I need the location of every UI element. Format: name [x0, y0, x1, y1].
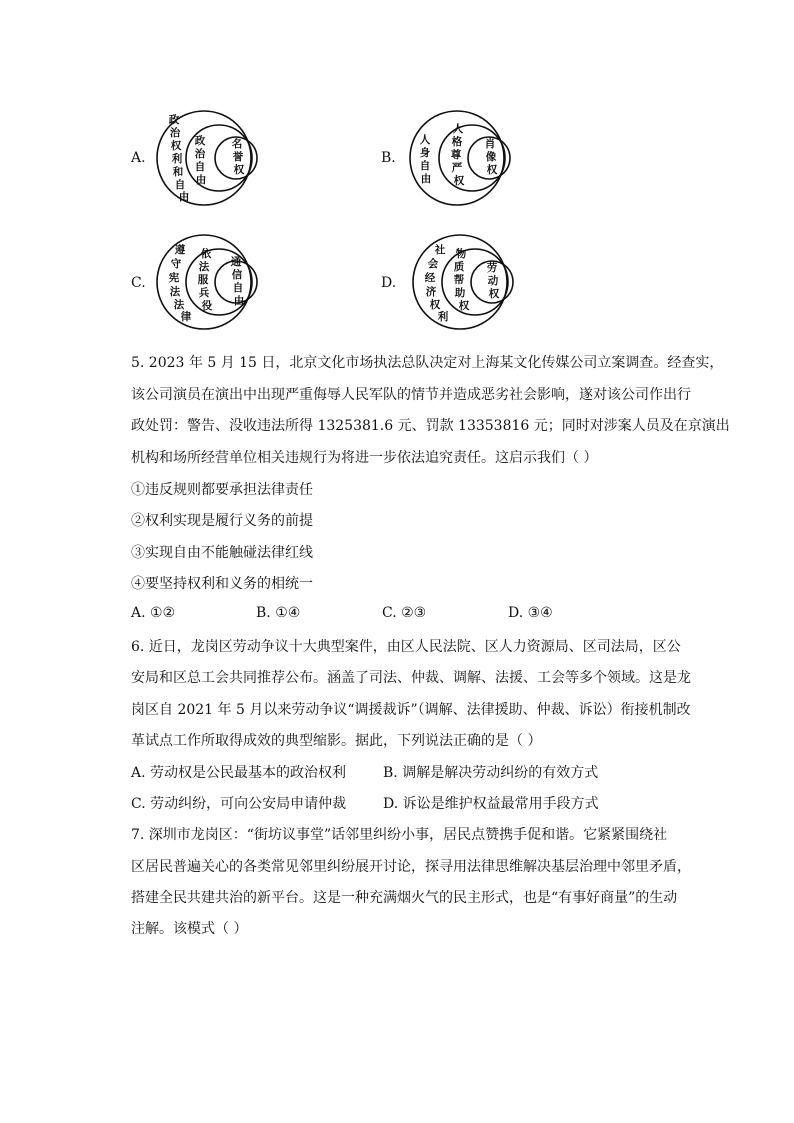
q7-stem-line: 区居民普遍关心的各类常见邻里纠纷展开讨论，探寻用法律思维解决基层治理中邻里矛盾， [131, 859, 691, 875]
q5-option-c: C. ②③ [382, 605, 427, 621]
q5-statement: ①违反规则都要承担法律责任 [131, 482, 313, 498]
q6-option-a: A. 劳动权是公民最基本的政治权利 [131, 765, 347, 781]
q6-option-d: D. 诉讼是维护权益最常用手段方式 [383, 796, 599, 812]
q6-option-c: C. 劳动纠纷，可向公安局申请仲裁 [131, 796, 347, 812]
q5-option-d: D. ③④ [508, 605, 553, 621]
q6-stem-line: 6. 近日，龙岗区劳动争议十大典型案件，由区人民法院、区人力资源局、区司法局，区公 [131, 639, 681, 655]
nested-circles-diagram-d: 社 会 经 济 权 利 物 质 帮 助 权 劳 动 权 [408, 232, 518, 332]
option-a-label: A. [131, 150, 146, 166]
q5-stem-line: 5. 2023 年 5 月 15 日，北京文化市场执法总队决定对上海某文化传媒公司立案调查。经查实， [131, 355, 724, 371]
option-c-label: C. [131, 275, 146, 291]
q5-option-a: A. ①② [131, 605, 176, 621]
q6-stem-line: 岗区自 2021 年 5 月以来劳动争议“调援裁诉”（调解、法律援助、仲裁、诉讼）衔接机制改 [131, 702, 691, 718]
q5-stem-line: 政处罚：警告、没收违法所得 1325381.6 元、罚款 13353816 元；同时对涉案人员及在京演出 [131, 418, 730, 434]
q6-stem-line: 安局和区总工会共同推荐公布。涵盖了司法、仲裁、调解、法援、工会等多个领域。这是龙 [131, 670, 691, 686]
nested-circles-diagram-c: 遵 守 宪 法 法 律 依 法 服 兵 役 通 信 自 由 [152, 232, 262, 332]
q5-statement: ③实现自由不能触碰法律红线 [131, 545, 313, 561]
nested-circles-diagram-b: 人 身 自 由 人 格 尊 严 权 肖 像 权 [405, 108, 515, 208]
q7-stem-line: 搭建全民共建共治的新平台。这是一种充满烟火气的民主形式，也是“有事好商量”的生动 [131, 890, 678, 906]
nested-circles-diagram-a: 政 治 权 利 和 自 由 政 治 自 由 名 誉 权 [152, 108, 262, 208]
q6-stem-line: 革试点工作所取得成效的典型缩影。据此，下列说法正确的是（ ） [131, 733, 542, 749]
q5-statement: ④要坚持权利和义务的相统一 [131, 576, 313, 592]
option-b-label: B. [381, 150, 396, 166]
q5-statement: ②权利实现是履行义务的前提 [131, 513, 313, 529]
q5-stem-line: 机构和场所经营单位相关违规行为将进一步依法追究责任。这启示我们（ ） [131, 450, 598, 466]
q5-stem-line: 该公司演员在演出中出现严重侮辱人民军队的情节并造成恶劣社会影响，遂对该公司作出行 [131, 387, 691, 403]
q7-stem-line: 7. 深圳市龙岗区：“街坊议事堂”话邻里纠纷小事，居民点赞携手促和谐。它紧紧围绕社 [131, 827, 668, 843]
q7-stem-line: 注解。该模式（ ） [131, 921, 248, 937]
option-d-label: D. [381, 275, 397, 291]
q5-option-b: B. ①④ [256, 605, 301, 621]
q6-option-b: B. 调解是解决劳动纠纷的有效方式 [383, 765, 599, 781]
